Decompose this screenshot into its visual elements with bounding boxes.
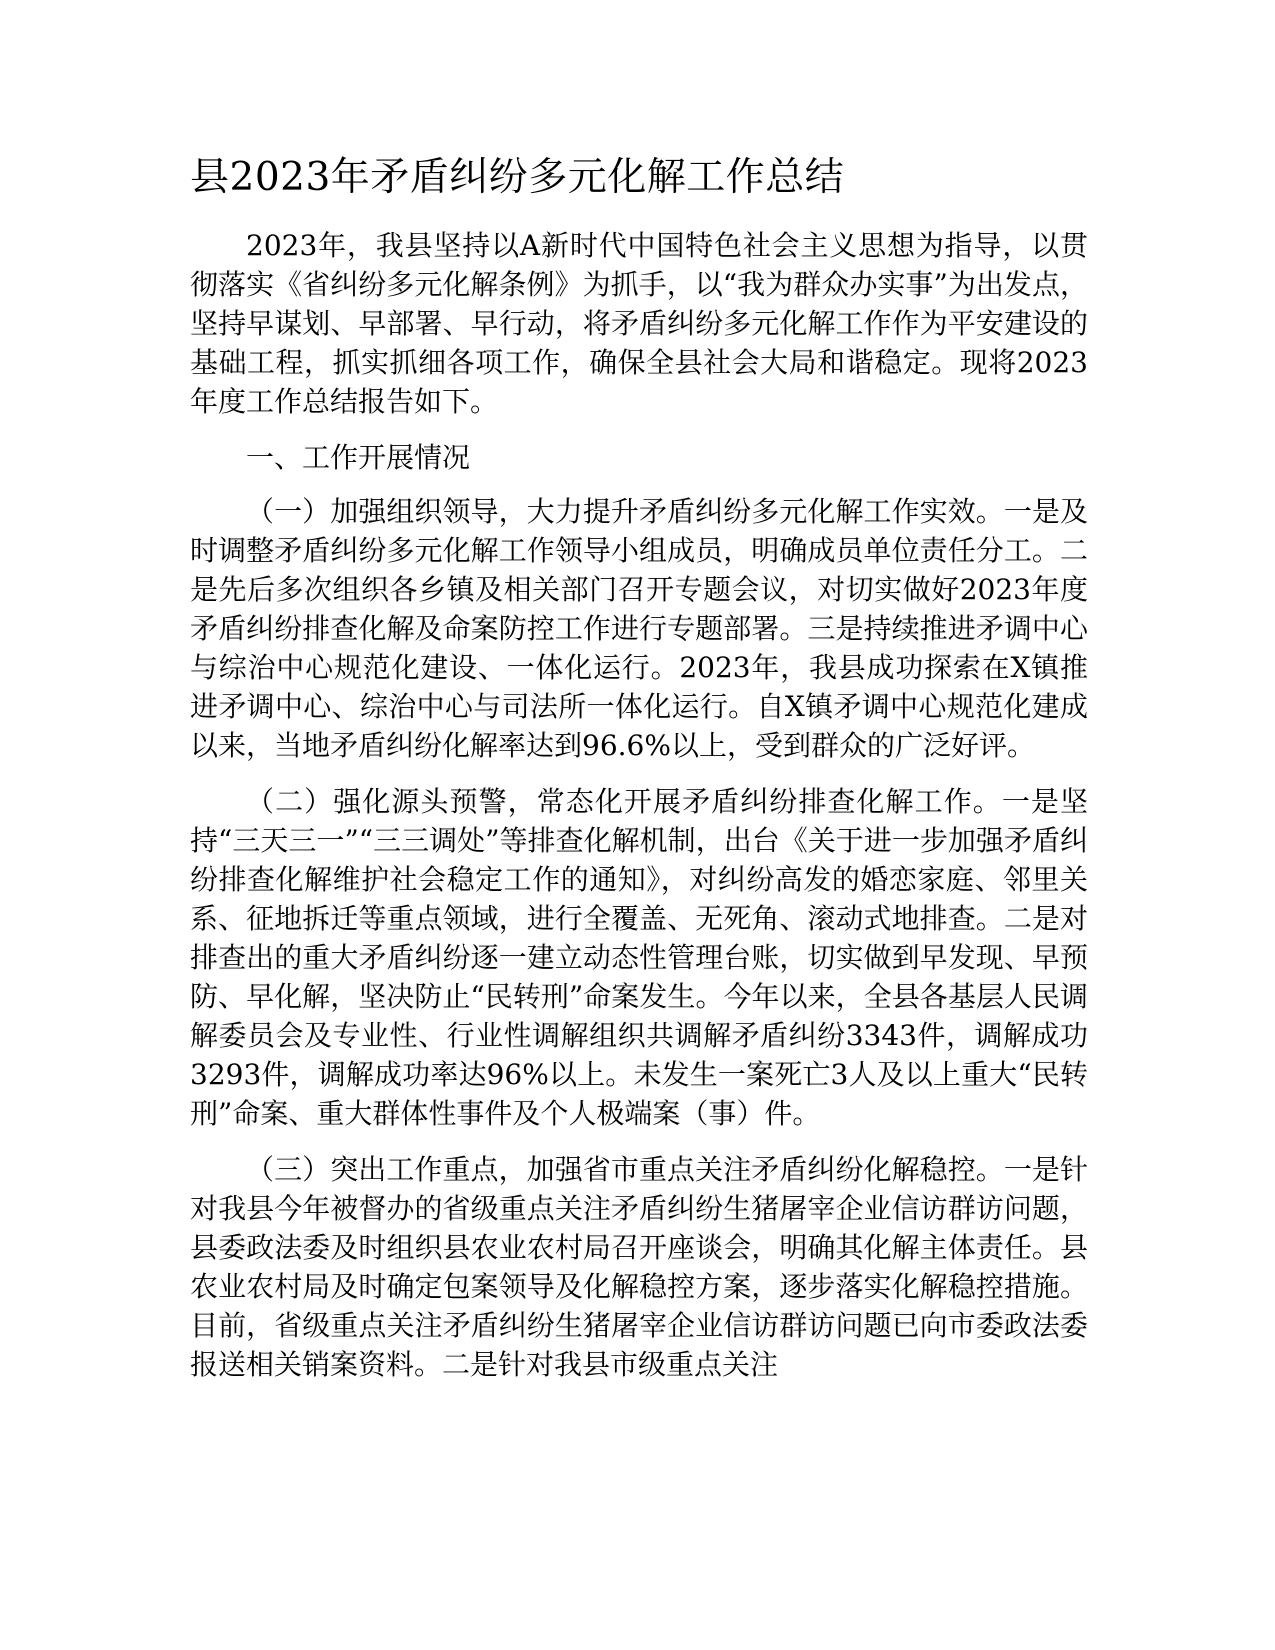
section-paragraph-1: （一）加强组织领导，大力提升矛盾纠纷多元化解工作实效。一是及时调整矛盾纠纷多元化解工作领导小组成员，明确成员单位责任分工。二是先后多次组织各乡镇及相关部门召开专题会议，对切实做好2023年度矛盾纠纷排查化解及命案防控工作进行专题部署。三是持续推进矛调中心与综治中心规范化建设、一体化运行。2023年，我县成功探索在X镇推进矛调中心、综治中心与司法所一体化运行。自X镇矛调中心规范化建成以来，当地矛盾纠纷化解率达到96.6%以上，受到群众的广泛好评。 bbox=[190, 495, 1088, 762]
document-title: 县2023年矛盾纠纷多元化解工作总结 bbox=[190, 155, 845, 200]
section-heading: 一、工作开展情况 bbox=[246, 441, 471, 474]
section-paragraph-2: （二）强化源头预警，常态化开展矛盾纠纷排查化解工作。一是坚持“三天三一”“三三调处”等排查化解机制，出台《关于进一步加强矛盾纠纷排查化解维护社会稳定工作的通知》，对纠纷高发的婚恋家庭、邻里关系、征地拆迁等重点领域，进行全覆盖、无死角、滚动式地排查。二是对排查出的重大矛盾纠纷逐一建立动态性管理台账，切实做到早发现、早预防、早化解，坚决防止“民转刑”命案发生。今年以来，全县各基层人民调解委员会及专业性、行业性调解组织共调解矛盾纠纷3343件，调解成功3293件，调解成功率达96%以上。未发生一案死亡3人及以上重大“民转刑”命案、重大群体性事件及个人极端案（事）件。 bbox=[190, 785, 1088, 1130]
document-body bbox=[190, 226, 1088, 1401]
section-paragraph-3: （三）突出工作重点，加强省市重点关注矛盾纠纷化解稳控。一是针对我县今年被督办的省级重点关注矛盾纠纷生猪屠宰企业信访群访问题，县委政法委及时组织县农业农村局召开座谈会，明确其化解主体责任。县农业农村局及时确定包案领导及化解稳控方案，逐步落实化解稳控措施。目前，省级重点关注矛盾纠纷生猪屠宰企业信访群访问题已向市委政法委报送相关销案资料。二是针对我县市级重点关注 bbox=[190, 1153, 1088, 1381]
intro-paragraph: 2023年，我县坚持以A新时代中国特色社会主义思想为指导，以贯彻落实《省纠纷多元化解条例》为抓手，以“我为群众办实事”为出发点，坚持早谋划、早部署、早行动，将矛盾纠纷多元化解工作作为平安建设的基础工程，抓实抓细各项工作，确保全县社会大局和谐稳定。现将2023年度工作总结报告如下。 bbox=[190, 229, 1088, 418]
